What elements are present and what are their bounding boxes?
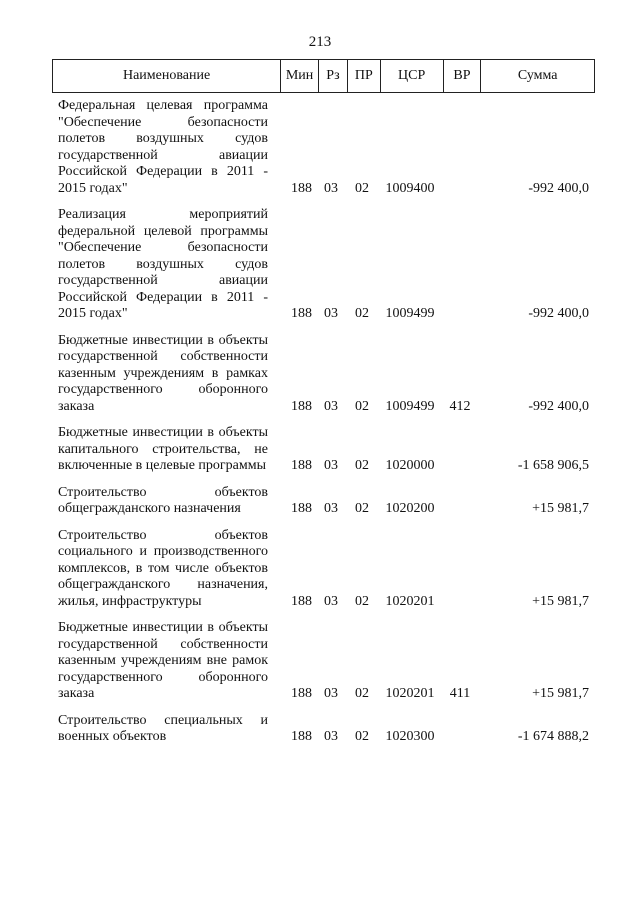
header-min: Мин <box>281 60 319 92</box>
row-pr: 02 <box>355 398 369 414</box>
row-rz: 03 <box>324 398 338 414</box>
row-min: 188 <box>291 593 312 609</box>
row-name: Реализация мероприятий федеральной целевой программы "Обеспечение безопасности полетов воздушных судов государственной авиации Российской Федерации в 2011 - 2015 годах" <box>58 207 268 321</box>
row-min: 188 <box>291 686 312 701</box>
row-pr: 02 <box>355 686 369 701</box>
row-min: 188 <box>291 398 312 414</box>
row-rz: 03 <box>324 458 338 473</box>
row-name: Бюджетные инвестиции в объекты государственной собственности казенным учреждениям в рамках государственного оборонного заказа <box>58 332 268 414</box>
row-name: Бюджетные инвестиции в объекты капитального строительства, не включенные в целевые программы <box>58 425 268 473</box>
table-row <box>52 333 595 416</box>
row-name: Строительство специальных и военных объектов <box>58 712 268 744</box>
row-sum: -1 674 888,2 <box>517 729 589 744</box>
header-csr: ЦСР <box>381 60 444 92</box>
row-rz: 03 <box>324 501 338 516</box>
row-pr: 02 <box>355 729 369 744</box>
row-sum: +15 981,7 <box>532 593 589 609</box>
table-body <box>52 98 595 756</box>
row-rz: 03 <box>324 729 338 744</box>
row-name: Строительство объектов общегражданского назначения <box>58 484 268 516</box>
row-pr: 02 <box>355 180 369 196</box>
row-csr: 1020201 <box>385 593 435 609</box>
row-sum: -992 400,0 <box>528 180 589 196</box>
row-sum: +15 981,7 <box>532 501 589 516</box>
row-pr: 02 <box>355 593 369 609</box>
row-name: Бюджетные инвестиции в объекты государственной собственности казенным учреждениям вне рамок государственного оборонного заказа <box>58 620 268 701</box>
row-min: 188 <box>291 501 312 516</box>
row-pr: 02 <box>355 458 369 473</box>
table-row <box>52 485 595 518</box>
header-name: Наименование <box>53 60 281 92</box>
row-min: 188 <box>291 180 312 196</box>
row-rz: 03 <box>324 306 338 321</box>
table-row <box>52 713 595 746</box>
header-pr: ПР <box>348 60 381 92</box>
table-header <box>52 59 595 93</box>
row-rz: 03 <box>324 686 338 701</box>
row-pr: 02 <box>355 501 369 516</box>
table-row <box>52 98 595 197</box>
row-min: 188 <box>291 458 312 473</box>
row-csr: 1009499 <box>385 398 435 414</box>
row-pr: 02 <box>355 306 369 321</box>
row-sum: +15 981,7 <box>532 686 589 701</box>
row-sum: -992 400,0 <box>528 306 589 321</box>
header-sum: Сумма <box>517 68 558 83</box>
row-csr: 1020201 <box>385 686 435 701</box>
row-csr: 1009400 <box>385 180 435 196</box>
row-vr: 412 <box>449 398 471 414</box>
row-name: Федеральная целевая программа "Обеспечение безопасности полетов воздушных судов государственной авиации Российской Федерации в 2011 - 2015 годах" <box>58 98 268 196</box>
table-row <box>52 425 595 475</box>
row-csr: 1020300 <box>385 729 435 744</box>
row-sum: -1 658 906,5 <box>517 458 589 473</box>
table-row <box>52 207 595 323</box>
row-min: 188 <box>291 306 312 321</box>
row-csr: 1020200 <box>385 501 435 516</box>
row-vr: 411 <box>449 686 471 701</box>
header-rz: Рз <box>319 60 348 92</box>
row-rz: 03 <box>324 593 338 609</box>
table-row <box>52 620 595 703</box>
row-rz: 03 <box>324 180 338 196</box>
row-csr: 1020000 <box>385 458 435 473</box>
header-vr: ВР <box>444 60 482 92</box>
row-sum: -992 400,0 <box>528 398 589 414</box>
row-name: Строительство объектов социального и производственного комплексов, в том числе объектов общегражданского назначения, жилья, инфраструктуры <box>58 527 268 609</box>
page-number: 213 <box>308 34 332 50</box>
row-csr: 1009499 <box>385 306 435 321</box>
table-row <box>52 528 595 611</box>
row-min: 188 <box>291 729 312 744</box>
